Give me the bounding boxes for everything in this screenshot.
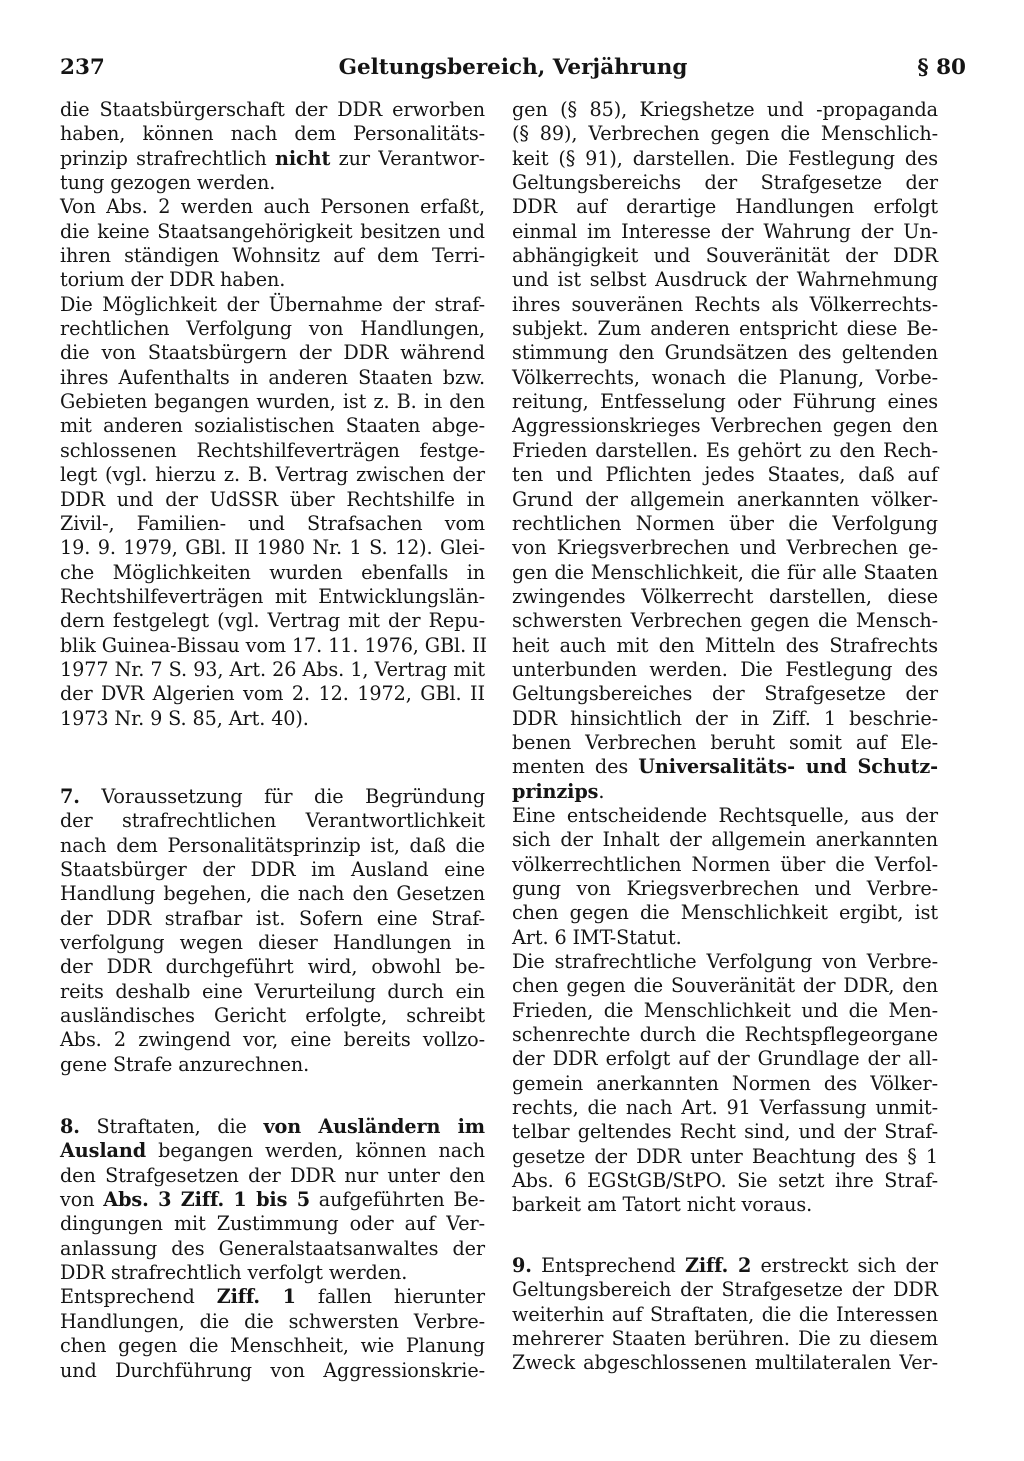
text-line	[512, 1047, 938, 1071]
bold-text: 8.	[60, 1115, 80, 1139]
text-segment: rechtlichen Verfolgung von Handlungen,	[60, 317, 485, 341]
text-line	[512, 366, 938, 390]
text-segment: Völkerrechts, wonach die Planung, Vorbe-	[512, 365, 938, 389]
text-line	[512, 999, 938, 1023]
text-segment: prinzip strafrechtlich	[60, 146, 275, 170]
text-segment: dingungen mit Zustimmung oder auf Ver-	[60, 1212, 485, 1236]
running-title: Geltungsbereich, Verjährung	[338, 55, 688, 80]
bold-text: 9.	[512, 1253, 532, 1277]
text-segment: mit anderen sozialistischen Staaten abge-	[60, 414, 485, 438]
text-line	[512, 1278, 938, 1302]
text-line	[512, 463, 938, 487]
text-segment: sich der Inhalt der allgemein anerkannten	[512, 828, 938, 852]
text-line	[512, 1169, 938, 1193]
text-segment: Abs. 2 zwingend vor, eine bereits vollzo-	[60, 1028, 485, 1052]
text-line	[60, 633, 488, 658]
text-segment: fallen hierunter	[295, 1285, 485, 1309]
text-line	[512, 609, 938, 633]
text-line	[60, 244, 485, 268]
text-segment: chen gegen die Menschlichkeit ergibt, ist	[512, 901, 938, 925]
text-segment: torium der DDR haben.	[60, 268, 286, 292]
text-line	[60, 1285, 485, 1309]
text-line	[512, 828, 938, 852]
text-line	[512, 147, 938, 171]
text-line	[512, 1023, 938, 1047]
text-line	[512, 1351, 938, 1375]
text-line	[512, 341, 938, 365]
text-line	[512, 244, 938, 268]
text-segment: gesetze der DDR unter Beachtung des § 1	[512, 1144, 938, 1168]
text-segment: Straftaten, die	[79, 1115, 264, 1139]
text-segment: gung von Kriegsverbrechen und Verbre-	[512, 877, 938, 900]
text-segment: der DVR Algerien vom 2. 12. 1972, GBl. II	[60, 682, 485, 706]
text-line	[60, 682, 485, 706]
text-segment: weiterhin auf Straftaten, die die Interessen	[512, 1302, 938, 1326]
text-segment: und ist selbst Ausdruck der Wahrnehmung	[512, 268, 938, 292]
text-segment: Aggressionskrieges Verbrechen gegen den	[512, 414, 938, 438]
text-segment: Handlung begehen, die nach den Gesetzen	[60, 882, 485, 906]
text-line	[512, 682, 938, 706]
text-line	[60, 785, 485, 809]
text-segment: DDR strafrechtlich verfolgt werden.	[60, 1261, 408, 1285]
text-line	[512, 1193, 938, 1217]
bold-text: Ziff. 2	[684, 1253, 752, 1277]
text-segment: Geltungsbereiches der Strafgesetze der	[512, 682, 938, 706]
text-segment: Entsprechend	[531, 1253, 685, 1277]
text-line	[60, 293, 485, 317]
text-segment: tung gezogen werden.	[60, 171, 276, 195]
text-segment: reitung, Entfesselung oder Führung eines	[512, 390, 938, 414]
text-segment: telbar geltendes Recht sind, und der Straf-	[512, 1120, 938, 1144]
text-segment: rechtlichen Normen über die Verfolgung	[512, 511, 938, 535]
text-line	[60, 561, 485, 585]
text-line	[60, 439, 485, 463]
text-segment: Frieden, die Menschlichkeit und die Men-	[512, 998, 938, 1022]
text-segment: von	[60, 1188, 104, 1212]
text-line	[60, 512, 485, 536]
text-line	[60, 122, 485, 146]
text-line	[60, 147, 485, 171]
text-line	[512, 536, 938, 560]
text-line	[60, 366, 485, 390]
paragraph-gap	[60, 731, 485, 785]
text-segment: 1977 Nr. 7 S. 93, Art. 26 Abs. 1, Vertrag mit	[60, 657, 485, 681]
text-segment: nach dem Personalitätsprinzip ist, daß die	[60, 833, 485, 857]
bold-text: 7.	[60, 784, 80, 808]
text-segment: Entsprechend	[60, 1285, 217, 1309]
text-line	[60, 220, 485, 244]
text-line	[60, 1261, 485, 1285]
text-segment: Abs. 6 EGStGB/StPO. Sie setzt ihre Straf-	[512, 1169, 938, 1193]
text-line	[512, 317, 938, 341]
text-segment: den Strafgesetzen der DDR nur unter den	[60, 1163, 485, 1187]
text-segment: der DDR strafbar ist. Sofern eine Straf-	[60, 906, 485, 930]
text-line	[512, 293, 938, 317]
text-segment: Geltungsbereichs der Strafgesetze der	[512, 171, 938, 195]
text-segment: erstreckt sich der	[751, 1253, 938, 1277]
paragraph-gap	[512, 1218, 938, 1254]
text-segment: Voraussetzung für die Begründung	[79, 784, 485, 808]
text-segment: zur Verantwor-	[330, 146, 485, 170]
text-segment: chen gegen die Menschheit, wie Planung	[60, 1334, 485, 1358]
text-segment: DDR und der UdSSR über Rechtshilfe in	[60, 487, 485, 511]
text-line	[60, 585, 485, 609]
page-header	[60, 50, 966, 86]
text-line	[512, 122, 938, 146]
text-line	[512, 439, 938, 463]
text-line	[60, 955, 485, 979]
bold-text: prinzips	[512, 779, 599, 803]
text-line	[60, 1310, 485, 1334]
text-line	[60, 390, 485, 414]
text-line	[60, 931, 485, 955]
text-line	[512, 1254, 938, 1278]
bold-text: von Ausländern im	[263, 1115, 485, 1139]
text-line	[512, 561, 938, 585]
text-segment: Die strafrechtliche Verfolgung von Verbre-	[512, 950, 938, 974]
section-number: § 80	[917, 55, 966, 80]
text-line	[60, 1115, 485, 1139]
text-segment: 1973 Nr. 9 S. 85, Art. 40).	[60, 706, 309, 730]
bold-text: Abs. 3 Ziff. 1 bis 5	[103, 1188, 310, 1212]
text-line	[60, 858, 485, 882]
text-line	[512, 974, 938, 998]
text-line	[60, 980, 485, 1004]
text-line	[512, 268, 938, 292]
text-line	[60, 1334, 485, 1358]
text-segment: von Kriegsverbrechen und Verbrechen ge-	[512, 536, 938, 560]
text-line	[60, 834, 485, 858]
text-segment: menten des	[512, 755, 639, 779]
text-line	[60, 609, 485, 633]
page-number: 237	[60, 55, 105, 80]
text-line	[60, 317, 485, 341]
text-line	[60, 1004, 485, 1028]
text-segment: völkerrechtlichen Normen über die Verfol-	[512, 852, 938, 876]
text-line	[512, 1145, 938, 1169]
text-line	[512, 220, 938, 244]
text-segment: chen gegen die Souveränität der DDR, den	[512, 974, 938, 998]
text-line	[512, 195, 938, 219]
text-segment: gen die Menschlichkeit, die für alle Staaten	[512, 560, 938, 584]
text-line	[60, 1188, 485, 1212]
text-line	[512, 1096, 938, 1120]
bold-text: Universalitäts- und Schutz-	[638, 755, 938, 779]
bold-text: Ausland	[60, 1139, 147, 1163]
text-line	[60, 809, 485, 833]
text-line	[60, 463, 485, 487]
text-line	[512, 488, 938, 512]
text-line	[512, 1303, 938, 1327]
text-segment: Zivil-, Familien- und Strafsachen vom	[60, 511, 485, 535]
text-line	[512, 414, 938, 438]
text-line	[60, 658, 485, 682]
text-segment: mehrerer Staaten berühren. Die zu diesem	[512, 1326, 938, 1350]
text-segment: Handlungen, die die schwersten Verbre-	[60, 1309, 485, 1333]
text-line	[512, 1072, 938, 1096]
text-segment: 19. 9. 1979, GBl. II 1980 Nr. 1 S. 12). Glei-	[60, 536, 485, 560]
text-segment: der DDR durchgeführt wird, obwohl be-	[60, 955, 485, 979]
text-line	[60, 707, 485, 731]
right-text-column	[512, 98, 938, 1376]
text-segment: benen Verbrechen beruht somit auf Ele-	[512, 730, 938, 754]
text-segment: ten und Pflichten jedes Staates, daß auf	[512, 463, 938, 487]
paragraph-gap	[60, 1077, 485, 1115]
text-segment: Eine entscheidende Rechtsquelle, aus der	[512, 803, 938, 827]
text-segment: barkeit am Tatort nicht voraus.	[512, 1193, 813, 1217]
text-segment: Art. 6 IMT-Statut.	[512, 925, 682, 949]
text-line	[512, 731, 938, 755]
bold-text: nicht	[275, 146, 331, 170]
text-line	[60, 1237, 485, 1261]
text-segment: haben, können nach dem Personalitäts-	[60, 122, 485, 146]
text-line	[60, 488, 485, 512]
text-segment: keit (§ 91), darstellen. Die Festlegung des	[512, 146, 938, 170]
text-line	[512, 755, 938, 779]
text-segment: Grund der allgemein anerkannten völker-	[512, 487, 938, 511]
text-line	[512, 707, 938, 731]
text-segment: Staatsbürger der DDR im Ausland eine	[60, 857, 485, 881]
text-segment: anlassung des Generalstaatsanwaltes der	[60, 1236, 485, 1260]
text-line	[60, 414, 485, 438]
text-line	[512, 585, 938, 609]
text-segment: verfolgung wegen dieser Handlungen in	[60, 931, 485, 954]
text-line	[512, 901, 938, 925]
text-segment: DDR auf derartige Handlungen erfolgt	[512, 195, 938, 219]
text-segment: zwingendes Völkerrecht darstellen, diese	[512, 584, 938, 608]
text-line	[512, 926, 938, 950]
text-segment: Geltungsbereich der Strafgesetze der DDR	[512, 1278, 938, 1302]
text-segment: die keine Staatsangehörigkeit besitzen und	[60, 219, 485, 243]
text-line	[512, 780, 938, 804]
text-segment: heit auch mit den Mitteln des Strafrechts	[512, 633, 938, 657]
text-segment: reits deshalb eine Verurteilung durch ein	[60, 979, 485, 1003]
text-segment: die Staatsbürgerschaft der DDR erworben	[60, 98, 485, 121]
text-line	[512, 1120, 938, 1144]
text-segment: schenrechte durch die Rechtspflegeorgane	[512, 1023, 938, 1047]
text-segment: Rechtshilfeverträgen mit Entwicklungslän-	[60, 584, 485, 608]
text-segment: Die Möglichkeit der Übernahme der straf-	[60, 292, 485, 316]
text-segment: und Durchführung von Aggressionskrie-	[60, 1358, 485, 1382]
text-segment: DDR hinsichtlich der in Ziff. 1 beschrie-	[512, 706, 938, 730]
text-line	[60, 1164, 485, 1188]
text-line	[60, 98, 485, 122]
text-segment: ihres Aufenthalts in anderen Staaten bzw.	[60, 365, 485, 389]
text-segment: schlossenen Rechtshilfeverträgen festge-	[60, 438, 485, 462]
text-line	[60, 882, 485, 906]
text-segment: subjekt. Zum anderen entspricht diese Be-	[512, 317, 938, 341]
text-line	[60, 1139, 485, 1163]
text-line	[60, 536, 485, 560]
text-line	[512, 512, 938, 536]
text-segment: ihres souveränen Rechts als Völkerrechts-	[512, 292, 938, 316]
text-segment: stimmung den Grundsätzen des geltenden	[512, 341, 938, 365]
text-segment: Gebieten begangen wurden, ist z. B. in den	[60, 390, 485, 414]
text-segment: der DDR erfolgt auf der Grundlage der all-	[512, 1047, 938, 1071]
text-segment: schwersten Verbrechen gegen die Mensch-	[512, 609, 938, 633]
text-line	[60, 268, 485, 292]
text-segment: Frieden darstellen. Es gehört zu den Rech-	[512, 438, 938, 462]
bold-text: Ziff. 1	[216, 1285, 296, 1309]
text-line	[512, 877, 938, 901]
text-segment: .	[598, 779, 605, 803]
text-segment: aufgeführten Be-	[309, 1188, 486, 1212]
text-line	[60, 1212, 485, 1236]
text-line	[60, 1053, 485, 1077]
text-line	[60, 195, 485, 219]
text-line	[512, 950, 938, 974]
text-segment: Von Abs. 2 werden auch Personen erfaßt,	[60, 195, 485, 219]
text-segment: begangen werden, können nach	[146, 1139, 485, 1163]
left-text-column	[60, 98, 488, 1383]
text-line	[60, 907, 485, 931]
text-segment: blik Guinea-Bissau vom 17. 11. 1976, GBl. II	[60, 633, 488, 657]
text-line	[60, 1028, 485, 1052]
text-line	[512, 390, 938, 414]
text-line	[60, 341, 485, 365]
text-segment: gemein anerkannten Normen des Völker-	[512, 1071, 938, 1095]
text-line	[512, 171, 938, 195]
text-segment: (§ 89), Verbrechen gegen die Menschlich-	[512, 122, 938, 146]
text-segment: einmal im Interesse der Wahrung der Un-	[512, 219, 938, 243]
text-line	[512, 804, 938, 828]
text-segment: ihren ständigen Wohnsitz auf dem Terri-	[60, 244, 485, 268]
text-segment: che Möglichkeiten wurden ebenfalls in	[60, 560, 485, 584]
text-segment: gen (§ 85), Kriegshetze und -propaganda	[512, 98, 938, 121]
text-segment: gene Strafe anzurechnen.	[60, 1052, 310, 1076]
text-line	[60, 1359, 485, 1383]
text-line	[60, 171, 485, 195]
text-segment: die von Staatsbürgern der DDR während	[60, 341, 485, 365]
text-line	[512, 658, 938, 682]
text-line	[512, 634, 938, 658]
text-segment: legt (vgl. hierzu z. B. Vertrag zwischen der	[60, 463, 485, 487]
text-segment: abhängigkeit und Souveränität der DDR	[512, 244, 938, 268]
text-segment: Zweck abgeschlossenen multilateralen Ver-	[512, 1351, 938, 1375]
text-segment: rechts, die nach Art. 91 Verfassung unmit-	[512, 1096, 938, 1120]
text-segment: der strafrechtlichen Verantwortlichkeit	[60, 809, 485, 833]
text-line	[512, 1327, 938, 1351]
text-line	[512, 853, 938, 877]
text-segment: dern festgelegt (vgl. Vertrag mit der Repu-	[60, 609, 485, 633]
text-line	[512, 98, 938, 122]
text-segment: ausländisches Gericht erfolgte, schreibt	[60, 1004, 485, 1028]
text-segment: unterbunden werden. Die Festlegung des	[512, 657, 938, 681]
